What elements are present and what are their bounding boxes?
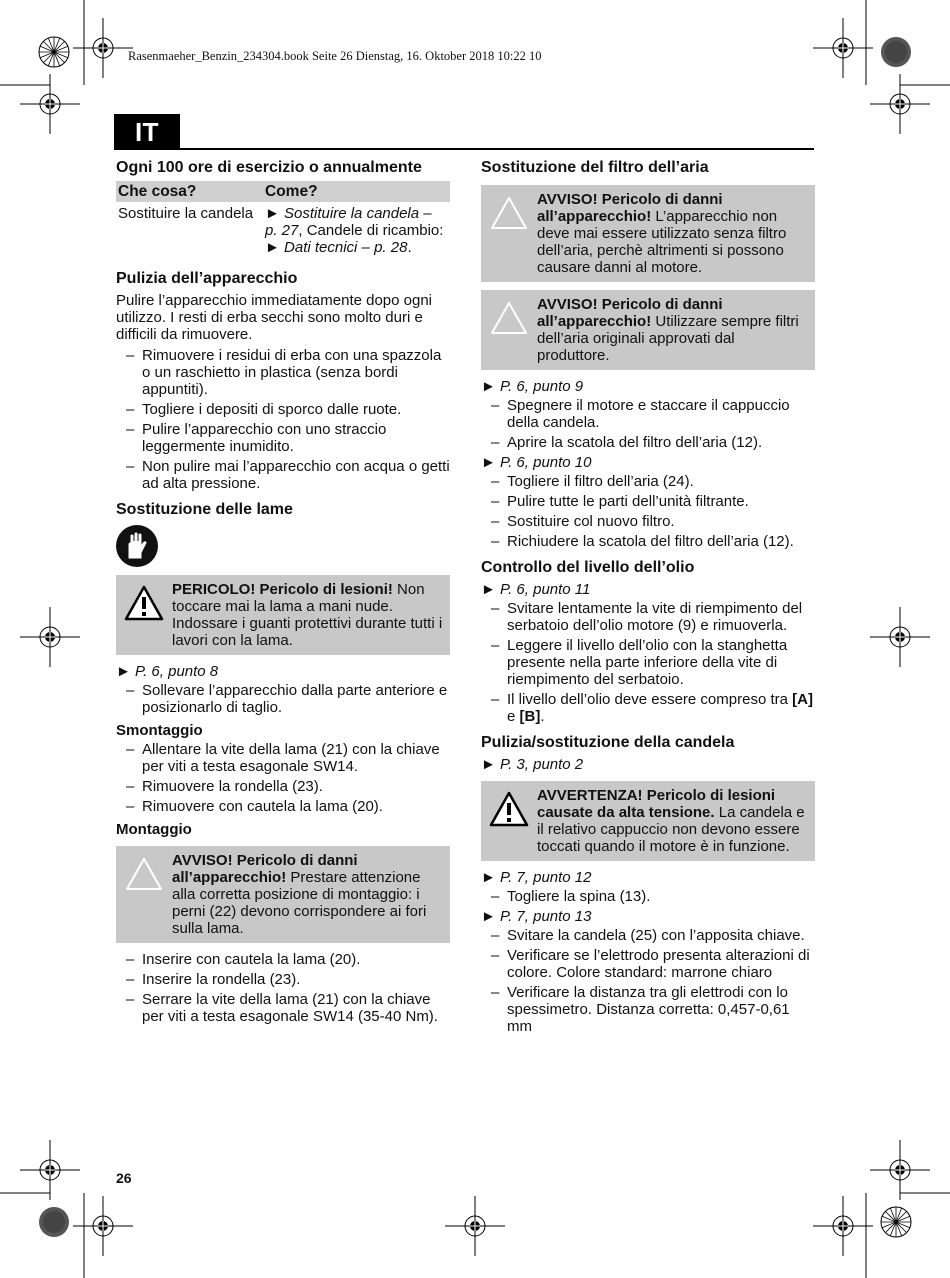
list-item: – Togliere il filtro dell’aria (24).: [481, 473, 815, 490]
arrow-icon: ►: [481, 378, 501, 395]
list-item: – Rimuovere la rondella (23).: [116, 778, 450, 795]
marker-a: [A]: [792, 691, 813, 708]
cross-reference: Dati tecnici – p. 28: [284, 239, 408, 256]
oil-list: [481, 600, 815, 725]
arrow-icon: ►: [481, 869, 501, 886]
arrow-icon: ►: [481, 908, 501, 925]
warning-triangle-icon: [120, 581, 168, 649]
figure-reference: [481, 869, 815, 886]
arrow-icon: ►: [481, 581, 501, 598]
lift-list: [116, 682, 450, 716]
list-item: [481, 691, 815, 725]
list-item: – Verificare se l’elettrodo presenta alterazioni di colore. Colore standard: marrone chiaro: [481, 947, 815, 981]
page-number: 26: [116, 1170, 132, 1186]
warning-text: Utilizzare sempre filtri dell’aria originali approvati dal produttore.: [537, 313, 799, 364]
cleaning-list: [116, 347, 450, 492]
figure-reference: [481, 378, 815, 395]
table-header-how: Come?: [263, 181, 450, 202]
spark-plug-heading: Pulizia/sostituzione della candela: [481, 734, 735, 751]
maintenance-heading: Ogni 100 ore di esercizio o annualmente: [116, 159, 422, 176]
warning-title: AVVISO! Pericolo di danni all’apparecchio!: [172, 852, 358, 886]
list-item: – Sollevare l’apparecchio dalla parte anteriore e posizionarlo di taglio.: [116, 682, 450, 716]
list-item: – Svitare lentamente la vite di riempimento del serbatoio dell’olio motore (9) e rimuoverla.: [481, 600, 815, 634]
language-tab: IT: [114, 114, 180, 150]
figure-reference: [481, 756, 815, 773]
table-cell-what: Sostituire la candela: [118, 205, 254, 222]
p7-13-list: [481, 927, 815, 1035]
reference-text: P. 6, punto 8: [135, 663, 219, 680]
figure-reference: [481, 454, 815, 471]
blades-heading: Sostituzione delle lame: [116, 501, 293, 518]
list-item: – Leggere il livello dell’olio con la stanghetta presente nella parte inferiore della vite di riempimento del serbatoio.: [481, 637, 815, 688]
cross-reference: Sostituire la candela – p. 27: [265, 205, 432, 239]
list-item: – Serrare la vite della lama (21) con la chiave per viti a testa esagonale SW14 (35-40 Nm).: [116, 991, 450, 1025]
warning-triangle-outline-icon: [120, 852, 168, 937]
assembly-list: [116, 951, 450, 1025]
oil-heading: Controllo del livello dell’olio: [481, 559, 695, 576]
assembly-heading: Montaggio: [116, 821, 192, 838]
warning-text: Non toccare mai la lama a mani nude. Indossare i guanti protettivi durante tutti i lavori con la lama.: [172, 581, 443, 649]
figure-reference: [481, 581, 815, 598]
filter-heading: Sostituzione del filtro dell’aria: [481, 159, 709, 176]
list-item: – Aprire la scatola del filtro dell’aria (12).: [481, 434, 815, 451]
p6-10-list: [481, 473, 815, 550]
arrow-icon: ►: [265, 239, 280, 256]
disassembly-heading: Smontaggio: [116, 722, 203, 739]
arrow-icon: ►: [481, 454, 501, 471]
notice-warning-box: [481, 185, 815, 282]
p7-12-list: [481, 888, 815, 905]
disassembly-list: [116, 741, 450, 815]
warning-triangle-icon: [485, 787, 533, 855]
list-item: – Richiudere la scatola del filtro dell’aria (12).: [481, 533, 815, 550]
reference-text: P. 6, punto 11: [500, 581, 591, 598]
list-item-text: e: [507, 708, 520, 725]
right-column: [481, 158, 815, 1038]
reference-text: P. 7, punto 13: [500, 908, 592, 925]
list-item: – Pulire tutte le parti dell’unità filtrante.: [481, 493, 815, 510]
reference-text: P. 6, punto 9: [500, 378, 584, 395]
list-item-text: Il livello dell’olio deve essere compreso tra: [507, 691, 793, 708]
list-item: – Svitare la candela (25) con l’apposita chiave.: [481, 927, 815, 944]
warning-triangle-outline-icon: [485, 191, 533, 276]
maintenance-table: [116, 181, 450, 259]
protective-gloves-icon: [116, 525, 158, 567]
list-item: – Togliere i depositi di sporco dalle ruote.: [116, 401, 450, 418]
danger-warning-box: [116, 575, 450, 655]
arrow-icon: ►: [116, 663, 136, 680]
high-voltage-warning-box: [481, 781, 815, 861]
notice-warning-box: [481, 290, 815, 370]
warning-title: AVVERTENZA! Pericolo di lesioni causate da alta tensione.: [537, 787, 776, 821]
arrow-icon: ►: [481, 756, 501, 773]
table-header-row: [116, 181, 450, 202]
warning-text: Prestare attenzione alla corretta posizione di montaggio: i perni (22) devono corrispondere ai fori sulla lama.: [172, 869, 427, 937]
list-item: – Non pulire mai l’apparecchio con acqua o getti ad alta pressione.: [116, 458, 450, 492]
marker-b: [B]: [519, 708, 541, 725]
table-cell-text: .: [407, 239, 412, 256]
notice-warning-box: [116, 846, 450, 943]
reference-text: P. 6, punto 10: [500, 454, 592, 471]
table-cell-how: [263, 202, 450, 259]
warning-title: PERICOLO! Pericolo di lesioni!: [172, 581, 393, 598]
header-rule: [114, 148, 814, 150]
table-row: [116, 202, 450, 259]
arrow-icon: ►: [265, 205, 280, 222]
left-column: [116, 158, 450, 1028]
warning-triangle-outline-icon: [485, 296, 533, 364]
list-item: – Inserire la rondella (23).: [116, 971, 450, 988]
reference-text: P. 3, punto 2: [500, 756, 584, 773]
list-item: – Verificare la distanza tra gli elettrodi con lo spessimetro. Distanza corretta: 0,457-0,61 mm: [481, 984, 815, 1035]
warning-text: La candela e il relativo cappuccio non devono essere toccati quando il motore è in funzione.: [537, 804, 805, 855]
list-item: – Spegnere il motore e staccare il cappuccio della candela.: [481, 397, 815, 431]
figure-reference: [481, 908, 815, 925]
warning-title: AVVISO! Pericolo di danni all’apparecchio!: [537, 296, 723, 330]
cleaning-heading: Pulizia dell’apparecchio: [116, 270, 298, 287]
list-item: – Pulire l’apparecchio con uno straccio leggermente inumidito.: [116, 421, 450, 455]
list-item: – Rimuovere i residui di erba con una spazzola o un raschietto in plastica (senza bordi appuntiti).: [116, 347, 450, 398]
list-item: – Inserire con cautela la lama (20).: [116, 951, 450, 968]
list-item: – Sostituire col nuovo filtro.: [481, 513, 815, 530]
warning-title: AVVISO! Pericolo di danni all’apparecchio!: [537, 191, 723, 225]
reference-text: P. 7, punto 12: [500, 869, 592, 886]
list-item: – Rimuovere con cautela la lama (20).: [116, 798, 450, 815]
cleaning-intro: Pulire l’apparecchio immediatamente dopo ogni utilizzo. I resti di erba secchi sono molto duri e difficili da rimuovere.: [116, 292, 433, 343]
list-item: – Togliere la spina (13).: [481, 888, 815, 905]
table-header-what: Che cosa?: [116, 181, 263, 202]
table-cell-text: , Candele di ricambio:: [298, 222, 444, 239]
figure-reference: [116, 663, 450, 680]
p6-9-list: [481, 397, 815, 451]
list-item-text: .: [540, 708, 545, 725]
print-header: Rasenmaeher_Benzin_234304.book Seite 26 Dienstag, 16. Oktober 2018 10:22 10: [128, 49, 542, 63]
list-item: – Allentare la vite della lama (21) con la chiave per viti a testa esagonale SW14.: [116, 741, 450, 775]
warning-text: L’apparecchio non deve mai essere utilizzato senza filtro dell’aria, perchè altrimenti si possono causare danni al motore.: [537, 208, 787, 276]
